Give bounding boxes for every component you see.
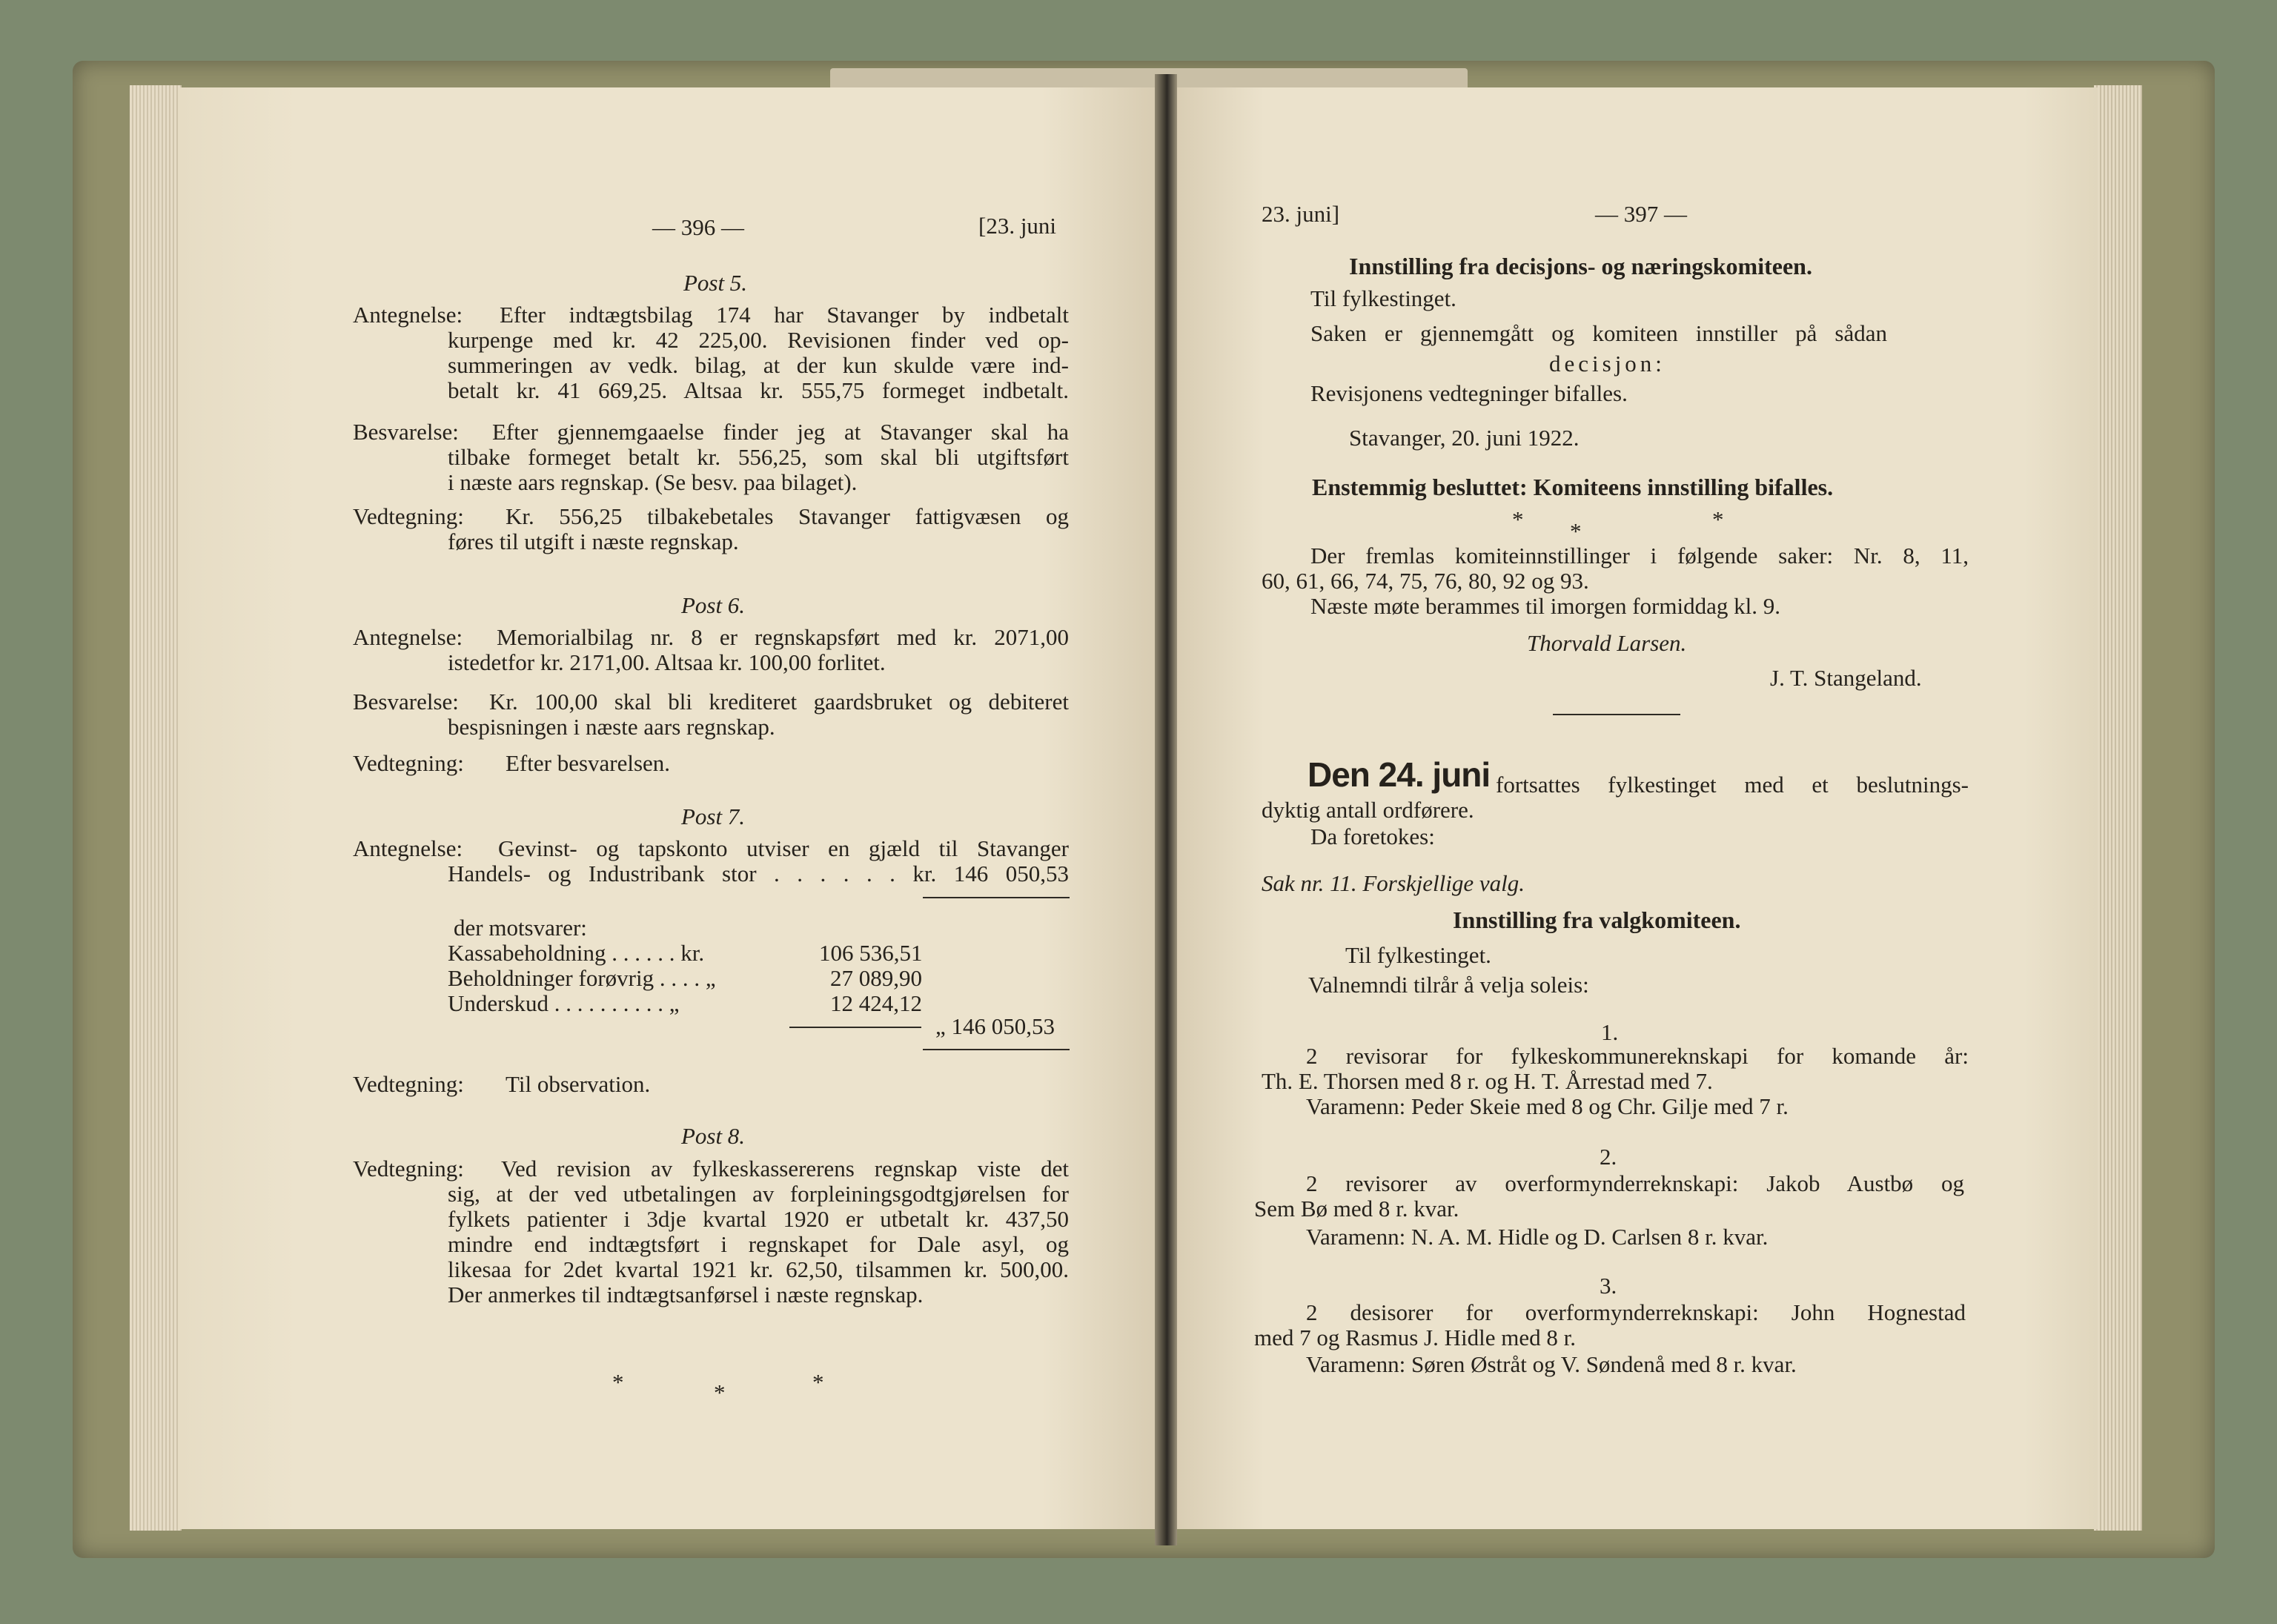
committee1-line: Saken er gjennemgått og komiteen innstiller på sådan <box>1310 320 1887 346</box>
post7-item-label: Kassabeholdning . . . . . . kr. <box>448 940 705 966</box>
post7-vedtegning-text: Til observation. <box>506 1071 651 1097</box>
day-heading: Den 24. juni <box>1307 755 1491 794</box>
fremlas-line: Der fremlas komiteinnstillinger i følgende saker: Nr. 8, 11, <box>1310 543 1969 569</box>
post8-vedtegning-line: mindre end indtægtsført i regnskapet for Dale asyl, og <box>448 1231 1069 1257</box>
post5-antegnelse-line: summeringen av vedk. bilag, at der kun skulde være ind- <box>448 352 1069 378</box>
post5-besvarelse-line: tilbake formeget betalt kr. 556,25, som skal bli utgiftsført <box>448 444 1069 470</box>
post6-besvarelse-line: bespisningen i næste aars regnskap. <box>448 714 775 740</box>
day-line: Da foretokes: <box>1310 823 1435 849</box>
book-gutter <box>1155 74 1177 1545</box>
section-divider <box>1553 714 1680 715</box>
committee1-resolution: Enstemmig besluttet: Komiteens innstilling bifalles. <box>1312 474 1834 500</box>
post6-besvarelse-line: Kr. 100,00 skal bli krediteret gaardsbruket og debiteret <box>489 689 1069 715</box>
asterisk: * <box>1570 518 1582 544</box>
page-edges-right <box>2094 85 2142 1531</box>
signature-secretary: J. T. Stangeland. <box>1770 665 1922 691</box>
post5-vedtegning-line: føres til utgift i næste regnskap. <box>448 528 739 554</box>
post7-rule <box>923 897 1070 898</box>
post5-vedtegning-label: Vedtegning: <box>353 503 464 529</box>
fremlas-line: 60, 61, 66, 74, 75, 76, 80, 92 og 93. <box>1262 568 1589 594</box>
page-date-left: [23. juni <box>978 213 1057 239</box>
post6-vedtegning-text: Efter besvarelsen. <box>506 750 671 776</box>
post8-vedtegning-label: Vedtegning: <box>353 1156 464 1181</box>
post7-antegnelse-line: Gevinst- og tapskonto utviser en gjæld til Stavanger <box>498 835 1069 861</box>
post8-vedtegning-line: Der anmerkes til indtægtsanførsel i næste regnskap. <box>448 1282 924 1308</box>
item-line: 2 revisorer av overformynderreknskapi: Jakob Austbø og <box>1306 1170 1964 1196</box>
item-line: 2 desisorer for overformynderreknskapi: John Hognestad <box>1306 1299 1966 1325</box>
item-line: med 7 og Rasmus J. Hidle med 8 r. <box>1254 1325 1576 1350</box>
post5-besvarelse-line: i næste aars regnskap. (Se besv. paa bilaget). <box>448 469 858 495</box>
signature-chair: Thorvald Larsen. <box>1527 630 1687 656</box>
post7-motsvarer: der motsvarer: <box>454 915 587 941</box>
committee2-intro: Valnemndi tilrår å velja soleis: <box>1308 972 1589 998</box>
sak-heading: Sak nr. 11. Forskjellige valg. <box>1262 870 1525 896</box>
post5-besvarelse-line: Efter gjennemgaaelse finder jeg at Stavanger skal ha <box>492 419 1069 445</box>
item-line: Sem Bø med 8 r. kvar. <box>1254 1196 1459 1222</box>
item-line: 2 revisorar for fylkeskommunereknskapi for komande år: <box>1306 1043 1969 1069</box>
post6-vedtegning-label: Vedtegning: <box>353 750 464 776</box>
asterisk: * <box>1712 506 1724 532</box>
post5-besvarelse-label: Besvarelse: <box>353 419 459 445</box>
post7-total: „ 146 050,53 <box>935 1013 1055 1039</box>
post6-antegnelse-label: Antegnelse: <box>353 624 463 650</box>
post5-antegnelse-line: betalt kr. 41 669,25. Altsaa kr. 555,75 formeget indbetalt. <box>448 377 1069 403</box>
asterisk: * <box>612 1369 624 1395</box>
post7-antegnelse-label: Antegnelse: <box>353 835 463 861</box>
asterisk: * <box>812 1369 824 1395</box>
post6-heading: Post 6. <box>680 592 746 618</box>
post7-item-label: Beholdninger forøvrig . . . . „ <box>448 965 716 991</box>
committee2-til: Til fylkestinget. <box>1345 942 1491 968</box>
post5-vedtegning-line: Kr. 556,25 tilbakebetales Stavanger fattigvæsen og <box>506 503 1069 529</box>
post8-vedtegning-line: Ved revision av fylkeskassererens regnskap viste det <box>501 1156 1069 1181</box>
asterisk: * <box>1512 506 1524 532</box>
item-varamenn: Varamenn: Søren Østråt og V. Søndenå med 8 r. kvar. <box>1306 1351 1797 1377</box>
committee1-line: Revisjonens vedtegninger bifalles. <box>1310 380 1628 406</box>
post7-item-value: 106 536,51 <box>819 940 923 966</box>
post5-antegnelse-line: Efter indtægtsbilag 174 har Stavanger by indbetalt <box>500 302 1069 328</box>
post5-heading: Post 5. <box>683 270 748 296</box>
post7-heading: Post 7. <box>680 803 746 829</box>
item-number: 3. <box>1600 1273 1617 1299</box>
page-date-right: 23. juni] <box>1262 201 1340 227</box>
post7-item-value: 12 424,12 <box>830 990 922 1016</box>
item-number: 2. <box>1600 1144 1617 1170</box>
committee2-title: Innstilling fra valgkomiteen. <box>1453 907 1741 933</box>
fremlas-line: Næste møte berammes til imorgen formiddag kl. 9. <box>1310 593 1780 619</box>
asterisk: * <box>714 1379 726 1405</box>
day-line: dyktig antall ordførere. <box>1262 797 1474 823</box>
post7-item-label: Underskud . . . . . . . . . . „ <box>448 990 680 1016</box>
item-line: Th. E. Thorsen med 8 r. og H. T. Årrestad med 7. <box>1262 1068 1713 1094</box>
post5-antegnelse-label: Antegnelse: <box>353 302 463 328</box>
item-varamenn: Varamenn: N. A. M. Hidle og D. Carlsen 8 r. kvar. <box>1306 1224 1769 1250</box>
item-varamenn: Varamenn: Peder Skeie med 8 og Chr. Gilje med 7 r. <box>1306 1093 1789 1119</box>
post8-vedtegning-line: sig, at der ved utbetalingen av forpleiningsgodtgjørelsen for <box>448 1181 1069 1207</box>
page-number-right: — 397 — <box>1595 201 1687 227</box>
post7-total-rule <box>923 1049 1070 1050</box>
committee1-til: Til fylkestinget. <box>1310 285 1456 311</box>
post7-item-value: 27 089,90 <box>830 965 922 991</box>
post7-vedtegning-label: Vedtegning: <box>353 1071 464 1097</box>
post6-antegnelse-line: Memorialbilag nr. 8 er regnskapsført med kr. 2071,00 <box>497 624 1069 650</box>
post5-antegnelse-line: kurpenge med kr. 42 225,00. Revisionen finder ved op- <box>448 327 1069 353</box>
committee1-place-date: Stavanger, 20. juni 1922. <box>1349 425 1580 451</box>
committee1-decisjon: decisjon: <box>1549 351 1666 377</box>
post6-besvarelse-label: Besvarelse: <box>353 689 459 715</box>
post7-subtotal-rule <box>789 1027 921 1028</box>
page-number-left: — 396 — <box>652 214 744 240</box>
post8-vedtegning-line: fylkets patienter i 3dje kvartal 1920 er utbetalt kr. 437,50 <box>448 1206 1069 1232</box>
page-edges-left <box>130 85 182 1531</box>
post6-antegnelse-line: istedetfor kr. 2171,00. Altsaa kr. 100,00 forlitet. <box>448 649 886 675</box>
committee1-title: Innstilling fra decisjons- og næringskomiteen. <box>1349 253 1812 279</box>
post8-heading: Post 8. <box>680 1123 746 1149</box>
post7-antegnelse-line: Handels- og Industribank stor . . . . . . kr. 146 050,53 <box>448 861 1069 886</box>
day-line: fortsattes fylkestinget med et beslutnings- <box>1496 772 1969 798</box>
post8-vedtegning-line: likesaa for 2det kvartal 1921 kr. 62,50, tilsammen kr. 500,00. <box>448 1256 1069 1282</box>
item-number: 1. <box>1601 1019 1619 1045</box>
